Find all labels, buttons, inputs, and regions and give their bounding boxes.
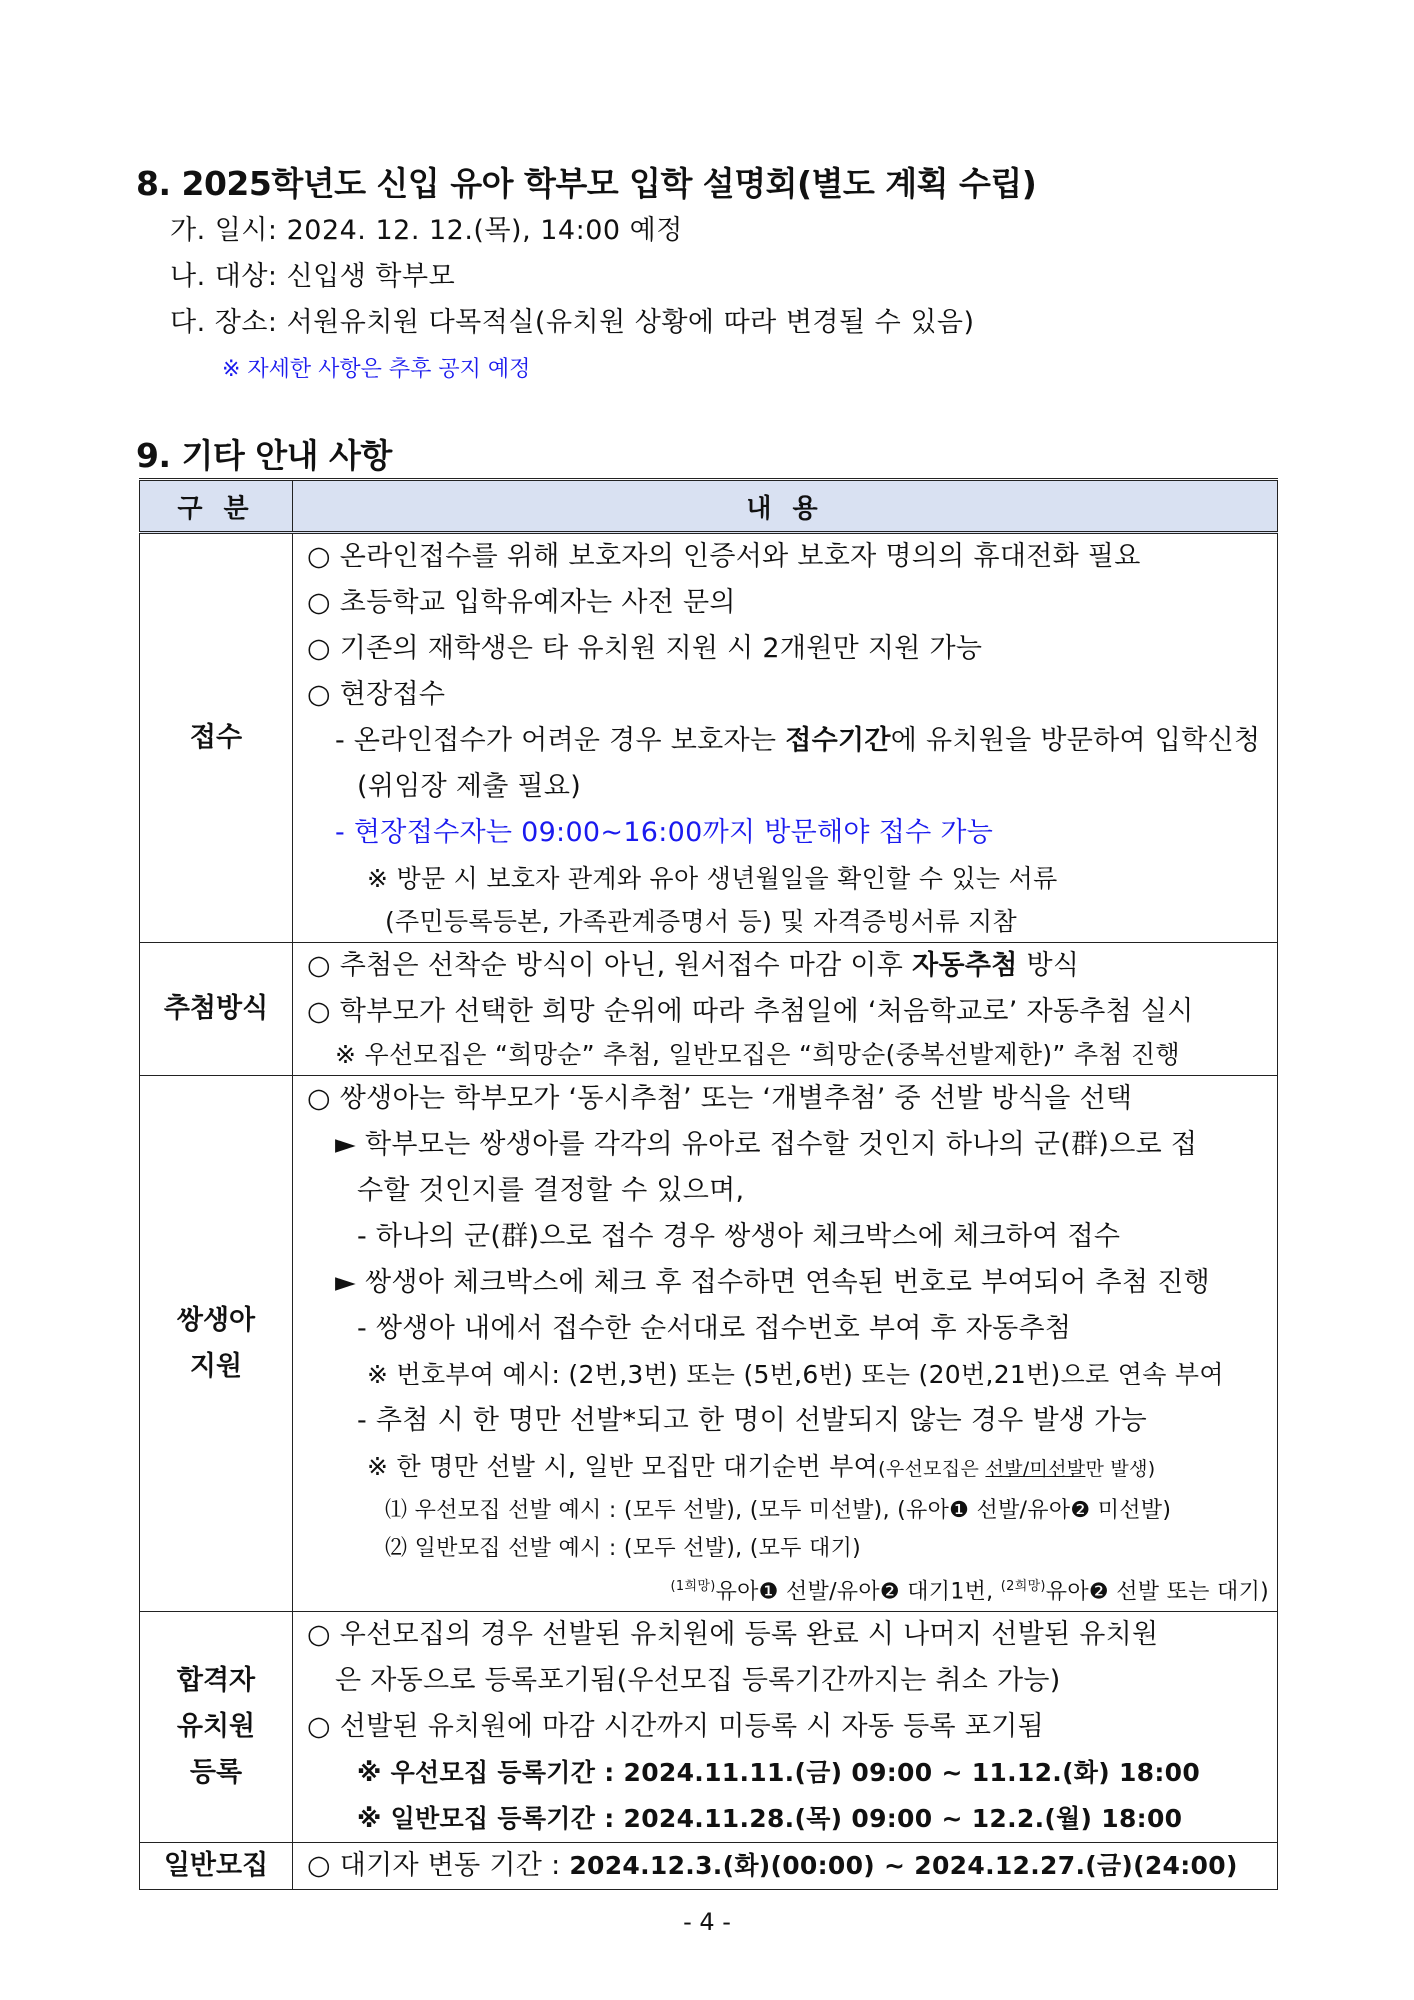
content-lottery (293, 943, 1278, 1076)
cat-reception: 접수 (140, 533, 293, 943)
cat-line: 지원 (189, 1350, 243, 1382)
list-item (307, 1845, 1269, 1887)
bold-text: 접수기간 (785, 725, 891, 756)
cat-line: 쌍생아 (176, 1304, 256, 1336)
list-item: ○ 현장접수 (307, 679, 446, 710)
text: 방식 (1017, 950, 1080, 981)
list-item: ○ 기존의 재학생은 타 유치원 지원 시 2개원만 지원 가능 (307, 633, 983, 664)
text: (우선모집은 (878, 1458, 986, 1480)
superscript: (1희망) (670, 1579, 716, 1594)
row-registration (140, 1612, 1278, 1843)
list-item: ※ 우선모집은 “희망순” 추첨, 일반모집은 “희망순(중복선발제한)” 추첨 진행 (335, 1040, 1180, 1069)
page-number: - 4 - (683, 1908, 731, 1936)
text: 유아❷ 선발 또는 대기) (1045, 1579, 1269, 1605)
list-item: ※ 우선모집 등록기간 : 2024.11.11.(금) 09:00 ~ 11.12.(화) 18:00 (357, 1758, 1201, 1788)
list-item: - 쌍생아 내에서 접수한 순서대로 접수번호 부여 후 자동추첨 (357, 1313, 1072, 1344)
row-reception (140, 533, 1278, 943)
list-item: (위임장 제출 필요) (357, 771, 582, 802)
list-item (307, 1444, 1269, 1492)
superscript: (2희망) (1000, 1579, 1046, 1594)
header-content: 내 용 (293, 480, 1278, 533)
cat-registration (140, 1612, 293, 1843)
text: ○ 대기자 변동 기간 : (307, 1850, 570, 1882)
text: 유아❶ 선발/유아❷ 대기1번, (715, 1579, 1001, 1605)
list-item: ○ 우선모집의 경우 선발된 유치원에 등록 완료 시 나머지 선발된 유치원 (307, 1619, 1159, 1651)
header-category: 구 분 (140, 480, 293, 533)
content-general (293, 1843, 1278, 1890)
section-9-title: 9. 기타 안내 사항 (136, 436, 392, 475)
text: ○ 추첨은 선착순 방식이 아닌, 원서접수 마감 이후 (307, 950, 913, 981)
list-item: ► 학부모는 쌍생아를 각각의 유아로 접수할 것인지 하나의 군(群)으로 접 (335, 1129, 1198, 1160)
list-item: ※ 일반모집 등록기간 : 2024.11.28.(목) 09:00 ~ 12.2.(월) 18:00 (357, 1804, 1183, 1834)
list-item (307, 1568, 1269, 1611)
list-item: ○ 쌍생아는 학부모가 ‘동시추첨’ 또는 ‘개별추첨’ 중 선발 방식을 선택 (307, 1083, 1133, 1114)
section-8-title: 8. 2025학년도 신입 유아 학부모 입학 설명회(별도 계획 수립) (136, 164, 1037, 203)
list-item (307, 718, 1269, 764)
text: - 온라인접수가 어려운 경우 보호자는 (335, 725, 786, 756)
list-item: - 현장접수자는 09:00~16:00까지 방문해야 접수 가능 (335, 817, 994, 848)
content-reception (293, 533, 1278, 943)
sec8-date: 가. 일시: 2024. 12. 12.(목), 14:00 예정 (170, 215, 683, 246)
bold-text: 2024.12.3.(화)(00:00) ~ 2024.12.27.(금)(24:00) (569, 1851, 1238, 1881)
list-item: ○ 초등학교 입학유예자는 사전 문의 (307, 587, 736, 618)
content-registration (293, 1612, 1278, 1843)
row-twins (140, 1076, 1278, 1612)
list-item: ○ 선발된 유치원에 마감 시간까지 미등록 시 자동 등록 포기됨 (307, 1711, 1044, 1743)
list-item: 은 자동으로 등록포기됨(우선모집 등록기간까지는 취소 가능) (335, 1665, 1061, 1697)
list-item: ※ 방문 시 보호자 관계와 유아 생년월일을 확인할 수 있는 서류 (367, 864, 1058, 893)
list-item: ► 쌍생아 체크박스에 체크 후 접수하면 연속된 번호로 부여되어 추첨 진행 (335, 1267, 1210, 1298)
text: 만 발생) (1085, 1458, 1156, 1480)
cat-line: 등록 (189, 1757, 243, 1789)
list-item: ⑴ 우선모집 선발 예시 : (모두 선발), (모두 미선발), (유아❶ 선발/유아❷ 미선발) (385, 1498, 1172, 1523)
cat-general: 일반모집 (140, 1843, 293, 1890)
list-item: ⑵ 일반모집 선발 예시 : (모두 선발), (모두 대기) (385, 1536, 862, 1561)
list-item: 수할 것인지를 결정할 수 있으며, (357, 1175, 745, 1206)
sec8-note: ※ 자세한 사항은 추후 공지 예정 (222, 357, 531, 382)
underlined-text: 선발/미선발 (985, 1458, 1086, 1480)
row-general (140, 1843, 1278, 1890)
list-item (307, 943, 1269, 989)
info-table (139, 478, 1278, 1890)
content-twins (293, 1076, 1278, 1612)
list-item: ○ 온라인접수를 위해 보호자의 인증서와 보호자 명의의 휴대전화 필요 (307, 541, 1141, 572)
list-item: ※ 번호부여 예시: (2번,3번) 또는 (5번,6번) 또는 (20번,21번)으로 연속 부여 (367, 1360, 1224, 1389)
cat-line: 합격자 (176, 1665, 256, 1697)
sec8-target: 나. 대상: 신입생 학부모 (170, 261, 456, 292)
list-item: (주민등록등본, 가족관계증명서 등) 및 자격증빙서류 지참 (385, 907, 1017, 936)
list-item: ○ 학부모가 선택한 희망 순위에 따라 추첨일에 ‘처음학교로’ 자동추첨 실시 (307, 996, 1194, 1027)
row-lottery (140, 943, 1278, 1076)
list-item: - 추첨 시 한 명만 선발*되고 한 명이 선발되지 않는 경우 발생 가능 (357, 1405, 1147, 1436)
text: ※ 한 명만 선발 시, 일반 모집만 대기순번 부여 (367, 1452, 879, 1481)
bold-text: 자동추첨 (912, 950, 1018, 981)
text: 에 유치원을 방문하여 입학신청 (890, 725, 1261, 756)
list-item: - 하나의 군(群)으로 접수 경우 쌍생아 체크박스에 체크하여 접수 (357, 1221, 1121, 1252)
cat-lottery: 추첨방식 (140, 943, 293, 1076)
cat-line: 유치원 (176, 1711, 256, 1743)
cat-twins (140, 1076, 293, 1612)
sec8-place: 다. 장소: 서원유치원 다목적실(유치원 상황에 따라 변경될 수 있음) (170, 307, 975, 338)
